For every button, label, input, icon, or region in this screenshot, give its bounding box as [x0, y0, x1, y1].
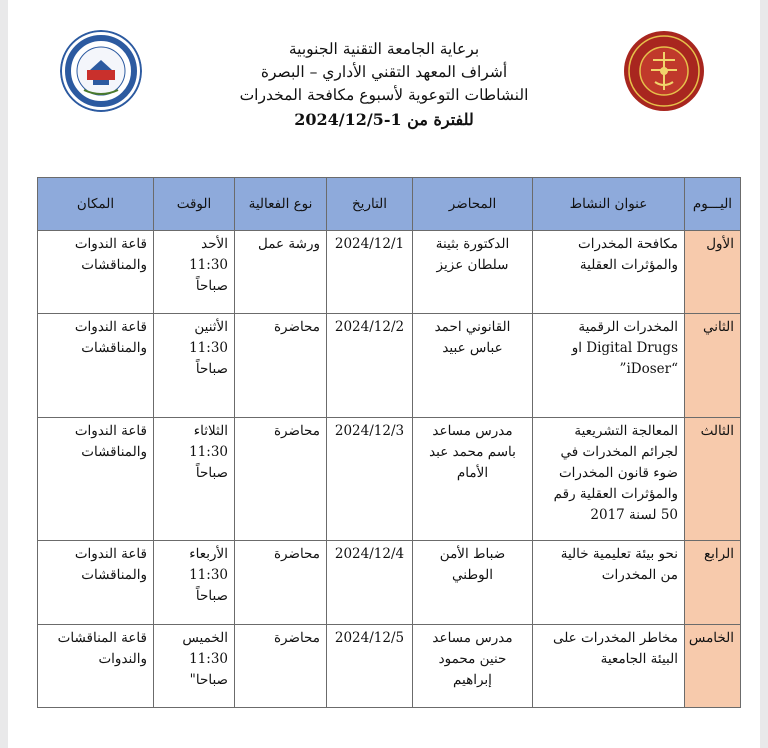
- column-header-day: اليـــوم: [685, 178, 741, 231]
- cell-time: الخميس 11:30 صباحا": [154, 625, 235, 708]
- cell-place: قاعة الندوات والمناقشات: [38, 418, 154, 541]
- cell-time: الأربعاء 11:30 صباحاً: [154, 541, 235, 625]
- cell-day: الأول: [685, 231, 741, 314]
- table-row: [38, 418, 741, 541]
- cell-title: المخدرات الرقمية Digital Drugs او “iDoser”: [533, 314, 685, 418]
- column-header-lecturer: المحاضر: [413, 178, 533, 231]
- cell-title: نحو بيئة تعليمية خالية من المخدرات: [533, 541, 685, 625]
- column-header-title: عنوان النشاط: [533, 178, 685, 231]
- cell-title: مخاطر المخدرات على البيئة الجامعية: [533, 625, 685, 708]
- cell-lecturer: القانوني احمد عباس عبيد: [413, 314, 533, 418]
- cell-lecturer: مدرس مساعد حنين محمود إبراهيم: [413, 625, 533, 708]
- column-header-time: الوقت: [154, 178, 235, 231]
- header-supervision: أشراف المعهد التقني الأداري – البصرة: [260, 63, 508, 81]
- table-row: [38, 541, 741, 625]
- schedule-table: [37, 177, 741, 708]
- cell-time: الثلاثاء 11:30 صباحاً: [154, 418, 235, 541]
- cell-lecturer: الدكتورة بثينة سلطان عزيز: [413, 231, 533, 314]
- cell-type: محاضرة: [235, 418, 327, 541]
- cell-date: 2024/12/3: [327, 418, 413, 541]
- cell-lecturer: مدرس مساعد باسم محمد عبد الأمام: [413, 418, 533, 541]
- table-row: [38, 314, 741, 418]
- column-header-type: نوع الفعالية: [235, 178, 327, 231]
- cell-type: محاضرة: [235, 541, 327, 625]
- cell-type: محاضرة: [235, 625, 327, 708]
- cell-day: الثاني: [685, 314, 741, 418]
- cell-date: 2024/12/5: [327, 625, 413, 708]
- cell-day: الخامس: [685, 625, 741, 708]
- cell-place: قاعة المناقشات والندوات: [38, 625, 154, 708]
- cell-day: الرابع: [685, 541, 741, 625]
- cell-title: المعالجة التشريعية لجرائم المخدرات في ضوء قانون المخدرات والمؤثرات العقلية رقم 50 لسنة 2017: [533, 418, 685, 541]
- cell-type: محاضرة: [235, 314, 327, 418]
- cell-title: مكافحة المخدرات والمؤثرات العقلية: [533, 231, 685, 314]
- cell-time: الأثنين 11:30 صباحاً: [154, 314, 235, 418]
- header-activities: النشاطات التوعوية لأسبوع مكافحة المخدرات: [239, 86, 529, 104]
- table-row: [38, 625, 741, 708]
- column-header-place: المكان: [38, 178, 154, 231]
- cell-date: 2024/12/2: [327, 314, 413, 418]
- cell-lecturer: ضباط الأمن الوطني: [413, 541, 533, 625]
- cell-place: قاعة الندوات والمناقشات: [38, 314, 154, 418]
- table-row: [38, 231, 741, 314]
- table-header-row: [38, 178, 741, 231]
- column-header-date: التاريخ: [327, 178, 413, 231]
- cell-date: 2024/12/4: [327, 541, 413, 625]
- cell-date: 2024/12/1: [327, 231, 413, 314]
- cell-place: قاعة الندوات والمناقشات: [38, 541, 154, 625]
- document-page: [8, 0, 760, 748]
- cell-day: الثالث: [685, 418, 741, 541]
- document-header: [8, 38, 760, 132]
- cell-time: الأحد 11:30 صباحاً: [154, 231, 235, 314]
- cell-type: ورشة عمل: [235, 231, 327, 314]
- header-sponsor: برعاية الجامعة التقنية الجنوبية: [288, 40, 480, 58]
- header-period: للفترة من 1-2024/12/5: [294, 110, 474, 129]
- cell-place: قاعة الندوات والمناقشات: [38, 231, 154, 314]
